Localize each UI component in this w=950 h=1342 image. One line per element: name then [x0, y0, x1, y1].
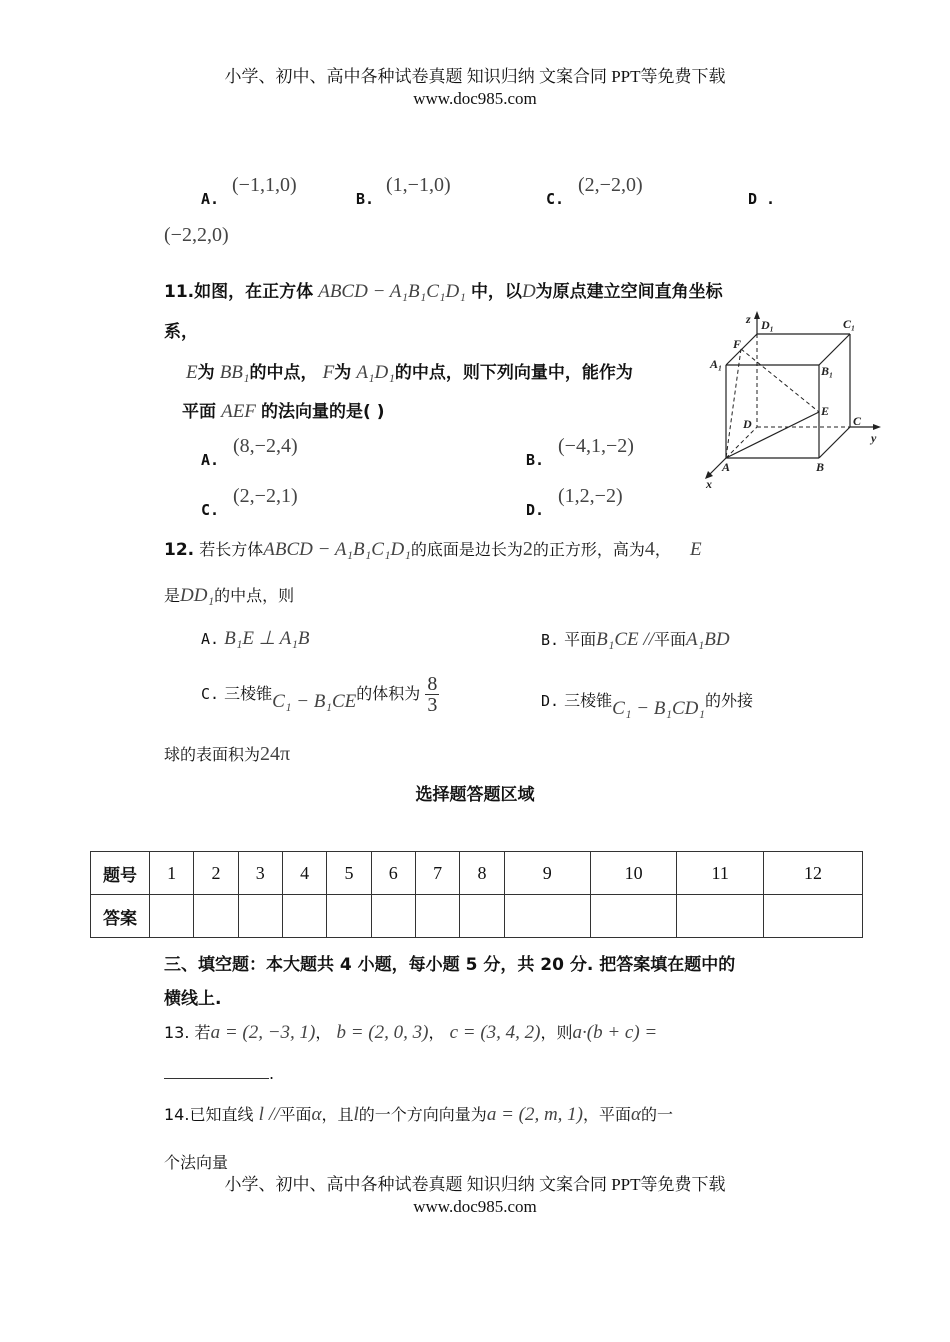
q11-text: 中，以 [470, 282, 522, 302]
q13-vector-a: a = (2, −3, 1) [210, 1022, 316, 1043]
fraction-numerator: 8 [427, 673, 438, 695]
q12-text: 若长方体 [199, 540, 264, 559]
section3-heading-line1: 三、填空题：本大题共 4 小题，每小题 5 分，共 20 分. 把答案填在题中的 [164, 955, 736, 975]
label-c1: C₁ [843, 317, 856, 331]
q12-text: 是 [164, 586, 181, 605]
question-number-cell: 7 [415, 852, 459, 895]
q12-segment: DD₁ [180, 585, 215, 606]
q10-option-d-value: (−2,2,0) [164, 224, 229, 246]
footer-ad-line: 小学、初中、高中各种试卷真题 知识归纳 文案合同 PPT等免费下载 [224, 1175, 726, 1194]
q12-text: 平面 [564, 630, 597, 649]
answer-cell-8[interactable] [460, 895, 504, 938]
q12-option-d [541, 688, 753, 719]
q14-line-l: l [258, 1104, 264, 1125]
header-ad-line: 小学、初中、高中各种试卷真题 知识归纳 文案合同 PPT等免费下载 [224, 67, 726, 86]
q12-option-b-label: B. [541, 631, 560, 649]
q13-vector-b: b = (2, 0, 3) [336, 1022, 429, 1043]
fraction-8-3 [425, 674, 439, 715]
q14-text: 平面 [279, 1105, 312, 1124]
q14-direction-vector: a = (2, m, 1) [486, 1104, 584, 1125]
q11-text: 平面 [182, 402, 216, 422]
q12-text: 的体积为 [356, 684, 421, 703]
answer-cell-6[interactable] [371, 895, 415, 938]
q11-option-a-label: A. [201, 451, 220, 469]
q10-option-c-value: (2,−2,0) [578, 174, 643, 196]
q11-origin: D [521, 281, 536, 302]
answer-table-row-numbers [91, 852, 863, 895]
answer-table [90, 851, 863, 938]
q12-solid-name: ABCD − A₁B₁C₁D₁ [263, 539, 411, 560]
q11-stem-line3 [186, 358, 633, 384]
q14-stem-line2: 个法向量 [164, 1153, 229, 1172]
row-label-answer: 答案 [91, 895, 150, 938]
answer-cell-3[interactable] [238, 895, 282, 938]
q11-option-c-label: C. [201, 501, 220, 519]
q12-text: 三棱锥 [564, 691, 613, 710]
answer-cell-2[interactable] [194, 895, 238, 938]
q13-stem [164, 1020, 657, 1044]
section3-heading-line2: 横线上. [164, 989, 222, 1009]
question-number-cell: 9 [504, 852, 590, 895]
q12-option-c [201, 674, 439, 715]
q12-option-a [201, 627, 310, 650]
q12-option-c-expr: C₁ − B₁CE [272, 691, 357, 712]
label-b1: B₁ [821, 364, 834, 378]
q12-number: 12. [164, 540, 195, 560]
q12-option-b-expr2: A₁BD [686, 629, 730, 650]
q13-number: 13. [164, 1023, 190, 1042]
q14-text: 的一个方向向量为 [358, 1105, 487, 1124]
q11-text: 的中点，则下列向量中，能作为 [394, 363, 633, 383]
label-z: z [746, 312, 751, 326]
question-number-cell: 8 [460, 852, 504, 895]
cube-figure [695, 305, 895, 495]
q14-plane-alpha: α [311, 1104, 322, 1125]
question-number-cell: 4 [282, 852, 326, 895]
q13-text: . [269, 1064, 275, 1083]
header-url: www.doc985.com [413, 89, 537, 108]
q12-text: 三棱锥 [224, 684, 273, 703]
footer-url: www.doc985.com [413, 1197, 537, 1216]
q11-text: 的中点， [249, 363, 318, 383]
q11-number: 11. [164, 282, 195, 302]
q11-option-c-value: (2,−2,1) [233, 485, 298, 507]
label-f: F [733, 337, 742, 351]
answer-cell-5[interactable] [327, 895, 371, 938]
label-d1: D₁ [761, 318, 774, 332]
q12-option-b-expr1: B₁CE // [596, 629, 654, 650]
answer-cell-1[interactable] [149, 895, 193, 938]
fraction-denominator: 3 [427, 694, 438, 716]
q14-text: ，平面 [583, 1105, 632, 1124]
question-number-cell: 2 [194, 852, 238, 895]
q12-option-a-label: A. [201, 630, 220, 648]
answer-cell-11[interactable] [677, 895, 764, 938]
q14-parallel: // [268, 1104, 280, 1125]
q13-answer-line [164, 1064, 274, 1083]
q10-option-b-value: (1,−1,0) [386, 174, 451, 196]
q11-stem-line2: 系， [164, 322, 198, 342]
q10-option-a-label: A. [201, 190, 220, 208]
q12-text: 的中点，则 [214, 586, 295, 605]
q12-text: 球的表面积为 [164, 745, 261, 764]
q11-option-d-value: (1,2,−2) [558, 485, 623, 507]
q11-text: 为原点建立空间直角坐标 [535, 282, 723, 302]
q12-text: 的外接 [704, 691, 753, 710]
label-a: A [722, 460, 731, 474]
q12-option-c-label: C. [201, 685, 220, 703]
answer-cell-12[interactable] [763, 895, 862, 938]
label-a1: A₁ [710, 357, 723, 371]
q13-text: ，则 [540, 1023, 573, 1042]
q14-line-l: l [353, 1104, 359, 1125]
answer-cell-10[interactable] [590, 895, 677, 938]
q11-text: 的法向量的是( ) [261, 402, 385, 422]
q11-plane-name: AEF [221, 401, 256, 422]
answer-cell-9[interactable] [504, 895, 590, 938]
q11-e-segment: BB₁ [219, 362, 250, 383]
q11-stem-line1 [164, 277, 723, 303]
q12-option-d-expr: C₁ − B₁CD₁ [612, 698, 705, 719]
question-number-cell: 5 [327, 852, 371, 895]
q11-text: 为 [197, 363, 215, 383]
q12-option-b [541, 627, 730, 651]
q10-option-b-label: B. [356, 190, 375, 208]
row-label-number: 题号 [91, 852, 150, 895]
question-number-cell: 10 [590, 852, 677, 895]
question-number-cell: 6 [371, 852, 415, 895]
q12-height: 4 [644, 538, 655, 560]
q12-text: 的底面是边长为 [410, 540, 523, 559]
q13-answer-blank[interactable] [164, 1064, 269, 1079]
q13-text: ， [428, 1023, 445, 1042]
q12-stem-line2 [164, 583, 294, 607]
q11-stem-line4 [182, 397, 384, 423]
question-number-cell: 11 [677, 852, 764, 895]
label-y: y [871, 431, 877, 445]
q14-text: ，且 [321, 1105, 354, 1124]
q12-option-a-expr: B₁E ⊥ A₁B [224, 628, 310, 649]
question-number-cell: 12 [763, 852, 862, 895]
q13-text: ， [315, 1023, 332, 1042]
q12-e-var: E [690, 539, 702, 560]
answer-cell-7[interactable] [415, 895, 459, 938]
question-number-cell: 1 [149, 852, 193, 895]
q14-plane-alpha: α [631, 1104, 642, 1125]
q11-option-d-label: D. [526, 501, 545, 519]
q14-text: 的一 [641, 1105, 674, 1124]
label-c: C [853, 414, 862, 428]
q12-text: ， [654, 540, 671, 559]
q12-text: 平面 [653, 630, 686, 649]
q13-vector-c: c = (3, 4, 2) [449, 1022, 541, 1043]
q11-f-segment: A₁D₁ [356, 362, 395, 383]
q10-option-c-label: C. [546, 190, 565, 208]
q12-text: 的正方形，高为 [532, 540, 645, 559]
q11-f-var: F [322, 362, 335, 383]
q14-stem-line1 [164, 1102, 673, 1126]
q13-text: 若 [194, 1023, 211, 1042]
q11-text: 如图，在正方体 [194, 282, 314, 302]
q12-option-d-value: 24π [260, 743, 291, 765]
label-d: D [743, 417, 752, 431]
q14-number: 14. [164, 1105, 190, 1124]
q12-side-length: 2 [522, 538, 533, 560]
q12-option-d-cont [164, 742, 290, 766]
q11-option-b-label: B. [526, 451, 545, 469]
label-x: x [706, 477, 712, 491]
label-e: E [821, 404, 830, 418]
q10-option-a-value: (−1,1,0) [232, 174, 297, 196]
q11-option-a-value: (8,−2,4) [233, 435, 298, 457]
label-b: B [816, 460, 825, 474]
q11-solid-name: ABCD − A₁B₁C₁D₁ [318, 281, 466, 302]
q14-text: 已知直线 [189, 1105, 254, 1124]
answer-table-row-answers [91, 895, 863, 938]
question-number-cell: 3 [238, 852, 282, 895]
q11-option-b-value: (−4,1,−2) [558, 435, 634, 457]
q10-option-d-label: D . [748, 190, 776, 208]
q11-text: 为 [334, 363, 352, 383]
q11-e-var: E [186, 362, 198, 383]
answer-area-title: 选择题答题区域 [415, 785, 535, 805]
q12-option-d-label: D. [541, 692, 560, 710]
q12-stem-line1 [164, 537, 702, 561]
answer-cell-4[interactable] [282, 895, 326, 938]
q13-expression: a·(b + c) = [572, 1022, 658, 1043]
